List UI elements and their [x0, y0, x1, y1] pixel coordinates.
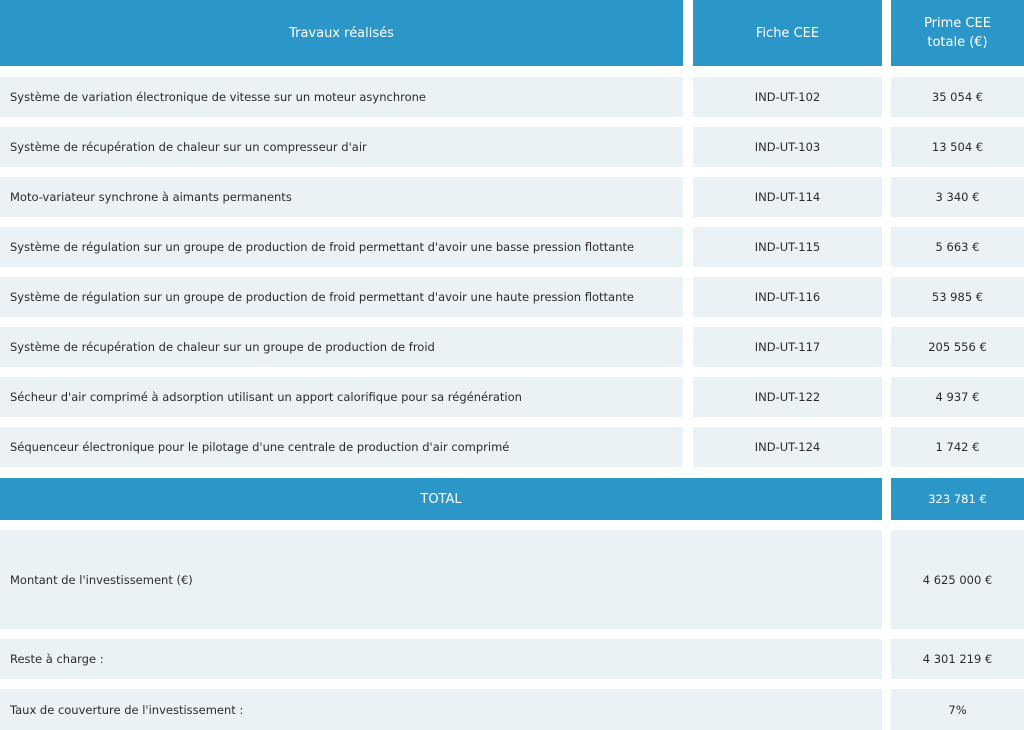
investment-value: 4 625 000 €: [922, 572, 993, 587]
bonus-value: 1 742 €: [935, 440, 980, 454]
table-row-sheet: [693, 277, 882, 317]
bonus-value: 4 937 €: [935, 390, 980, 404]
remaining-label-cell: [0, 639, 882, 679]
header-bonus: [891, 0, 1024, 66]
table-row-sheet: [693, 227, 882, 267]
sheet-code: IND-UT-124: [754, 440, 821, 454]
table-row-bonus: [891, 377, 1024, 417]
sheet-code: IND-UT-102: [754, 90, 821, 104]
header-bonus-label-line1: Prime CEE: [924, 16, 991, 31]
table-row-work: [0, 327, 683, 367]
work-label: Système de récupération de chaleur sur un groupe de production de froid: [10, 340, 435, 354]
sheet-code: IND-UT-122: [754, 390, 821, 404]
bonus-value: 205 556 €: [928, 340, 987, 354]
table-row-sheet: [693, 427, 882, 467]
coverage-value-cell: [891, 689, 1024, 730]
table-row-bonus: [891, 177, 1024, 217]
remaining-label: Reste à charge :: [10, 652, 104, 666]
sheet-code: IND-UT-117: [754, 340, 821, 354]
table-row-sheet: [693, 177, 882, 217]
sheet-code: IND-UT-115: [754, 240, 821, 254]
table-row-sheet: [693, 377, 882, 417]
investment-label-cell: [0, 530, 882, 629]
bonus-value: 5 663 €: [935, 240, 980, 254]
work-label: Moto-variateur synchrone à aimants permanents: [10, 190, 292, 204]
table-row-work: [0, 377, 683, 417]
sheet-code: IND-UT-103: [754, 140, 821, 154]
table-row-work: [0, 277, 683, 317]
bonus-value: 13 504 €: [931, 140, 984, 154]
header-bonus-label-line2: totale (€): [927, 35, 988, 50]
work-label: Système de variation électronique de vitesse sur un moteur asynchrone: [10, 90, 426, 104]
table-row-work: [0, 227, 683, 267]
table-row-bonus: [891, 127, 1024, 167]
bonus-value: 3 340 €: [935, 190, 980, 204]
total-value-cell: [891, 478, 1024, 520]
total-label: TOTAL: [420, 491, 462, 507]
table-row-work: [0, 77, 683, 117]
bonus-value: 53 985 €: [931, 290, 984, 304]
coverage-label-cell: [0, 689, 882, 730]
coverage-label: Taux de couverture de l'investissement :: [10, 702, 244, 717]
table-row-sheet: [693, 327, 882, 367]
table-row-work: [0, 127, 683, 167]
header-work-label: Travaux réalisés: [289, 25, 394, 41]
table-row-sheet: [693, 77, 882, 117]
investment-label: Montant de l'investissement (€): [10, 572, 193, 587]
work-label: Système de régulation sur un groupe de production de froid permettant d'avoir une basse pression flottante: [10, 240, 635, 254]
table-row-bonus: [891, 427, 1024, 467]
total-label-cell: [0, 478, 882, 520]
header-sheet-label: Fiche CEE: [755, 25, 820, 41]
table-row-bonus: [891, 77, 1024, 117]
sheet-code: IND-UT-116: [754, 290, 821, 304]
table-row-work: [0, 177, 683, 217]
work-label: Sécheur d'air comprimé à adsorption utilisant un apport calorifique pour sa régénération: [10, 390, 522, 404]
sheet-code: IND-UT-114: [754, 190, 821, 204]
table-row-bonus: [891, 327, 1024, 367]
table-row-work: [0, 427, 683, 467]
header-sheet: [693, 0, 882, 66]
remaining-value-cell: [891, 639, 1024, 679]
investment-value-cell: [891, 530, 1024, 629]
table-row-sheet: [693, 127, 882, 167]
bonus-value: 35 054 €: [931, 90, 984, 104]
table-row-bonus: [891, 227, 1024, 267]
header-work: [0, 0, 683, 66]
work-label: Système de récupération de chaleur sur un compresseur d'air: [10, 140, 367, 154]
work-label: Séquenceur électronique pour le pilotage d'une centrale de production d'air comprimé: [10, 440, 510, 454]
remaining-value: 4 301 219 €: [922, 652, 993, 666]
table-row-bonus: [891, 277, 1024, 317]
work-label: Système de régulation sur un groupe de production de froid permettant d'avoir une haute pression flottante: [10, 290, 634, 304]
total-value: 323 781 €: [928, 491, 987, 506]
coverage-value: 7%: [948, 702, 967, 717]
